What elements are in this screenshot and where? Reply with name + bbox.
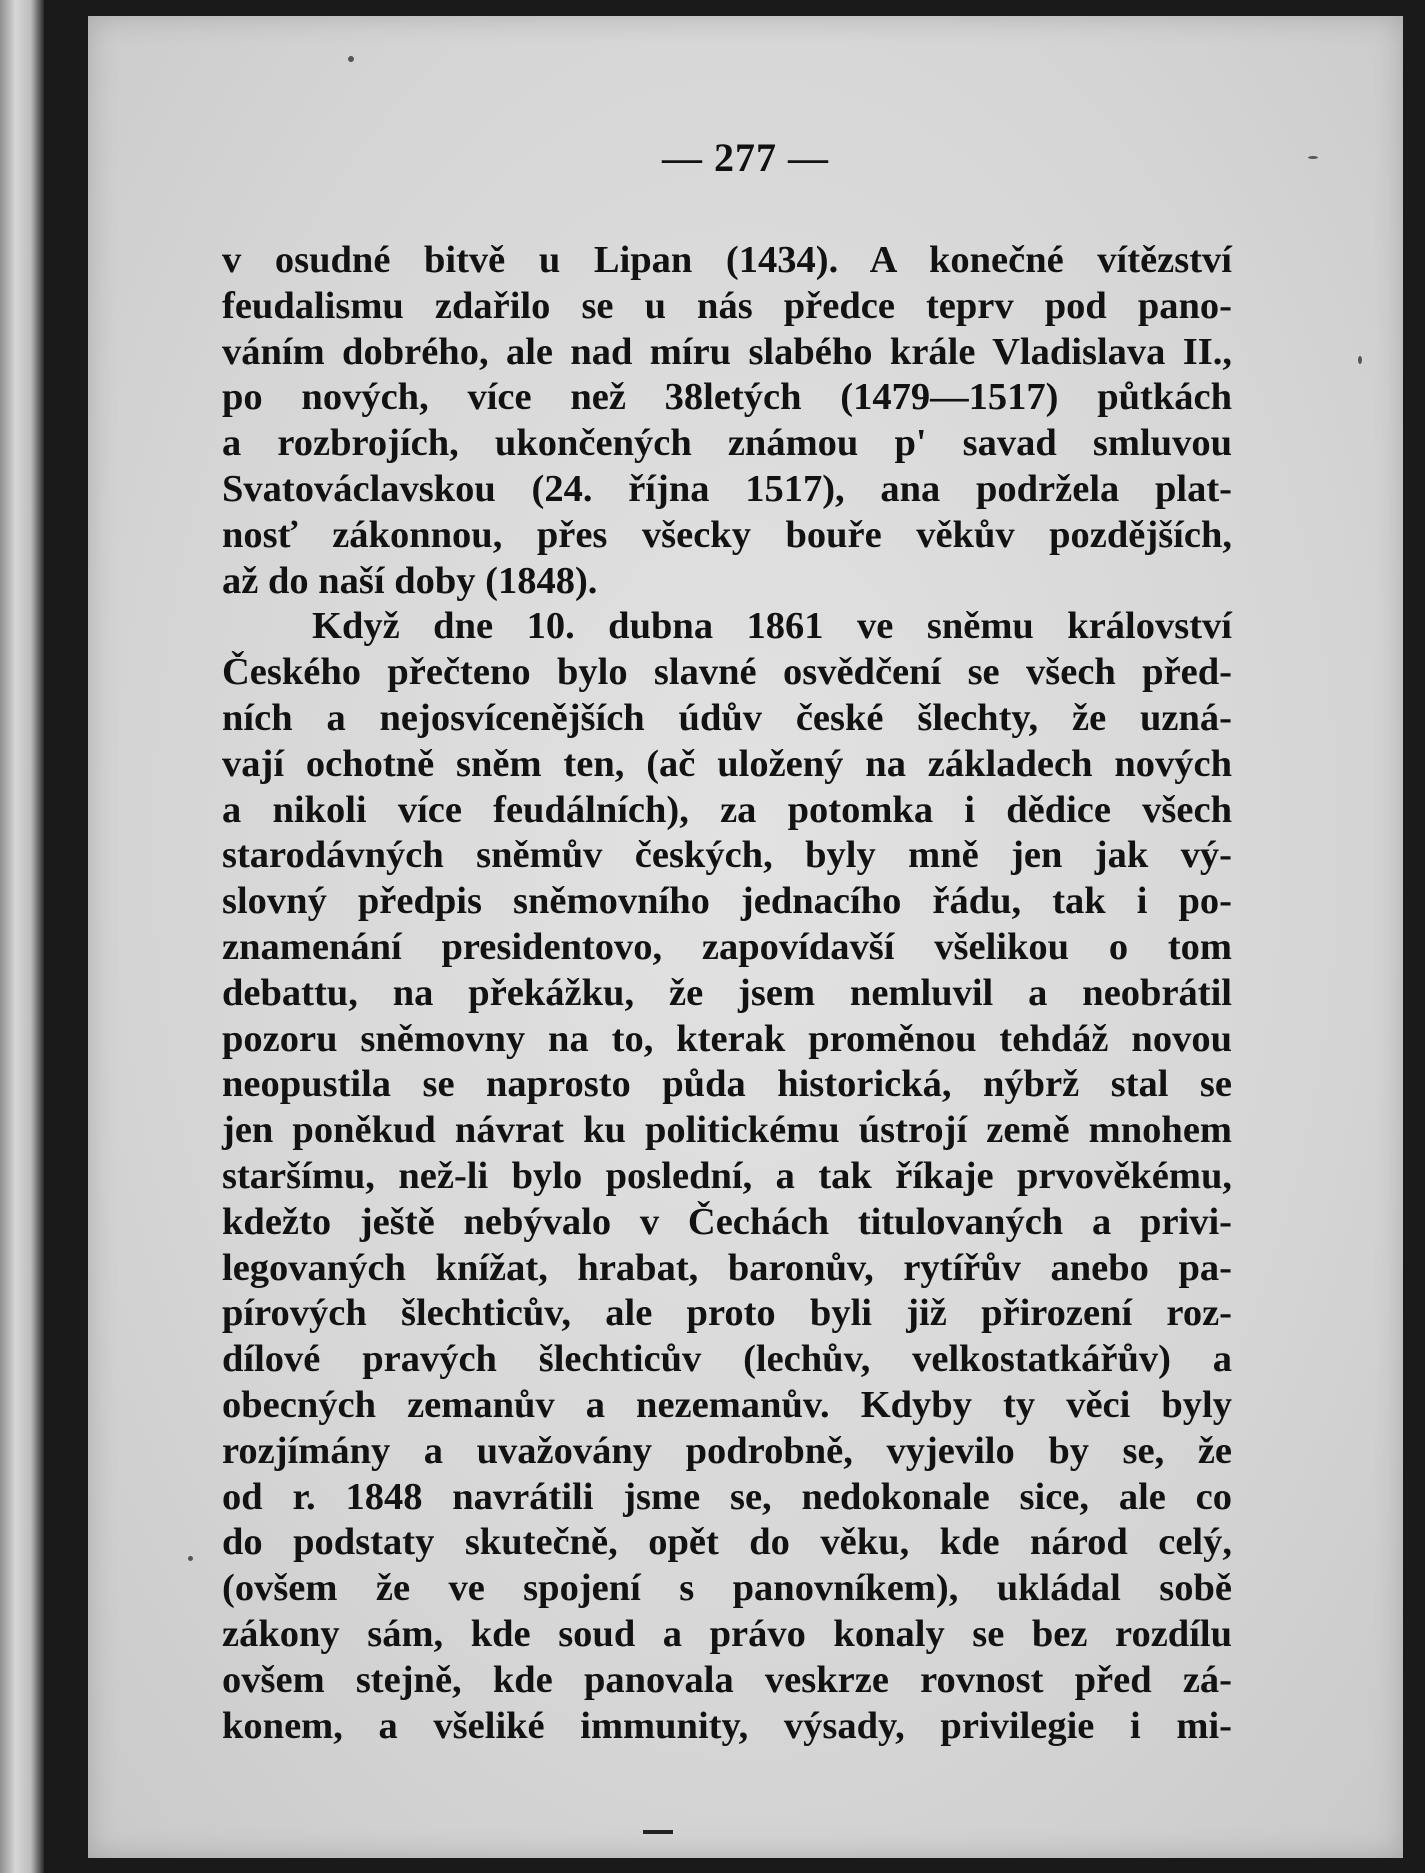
text-line: až do naší doby (1848).: [222, 559, 598, 602]
text-line: po nových, více než 38letých (1479—1517) půtkách: [222, 376, 1232, 419]
bottom-mark: [643, 1830, 673, 1834]
text-line: zákony sám, kde soud a právo konaly se bez rozdílu: [222, 1612, 1232, 1655]
text-line: feudalismu zdařilo se u nás předce teprv pod pano-: [222, 284, 1232, 327]
text-line: kdežto ještě nebývalo v Čechách titulovaných a privi-: [222, 1200, 1232, 1243]
text-line: legovaných knížat, hrabat, baronův, rytířův anebo pa-: [222, 1246, 1232, 1289]
text-line: obecných zemanův a nezemanův. Kdyby ty věci byly: [222, 1383, 1232, 1426]
text-line: v osudné bitvě u Lipan (1434). A konečné vítězství: [222, 239, 1232, 281]
text-line: starodávných sněmův českých, byly mně jen jak vý-: [222, 834, 1232, 877]
text-line: neopustila se naprosto půda historická, nýbrž stal se: [222, 1063, 1232, 1106]
text-line: znamenání presidentovo, zapovídavší všelikou o tom: [222, 925, 1232, 968]
paragraph-start-line: Když dne 10. dubna 1861 ve sněmu království: [312, 605, 1232, 648]
ink-speck: [348, 56, 354, 62]
ink-speck: [1358, 356, 1362, 364]
text-line: ovšem stejně, kde panovala veskrze rovnost před zá-: [222, 1658, 1232, 1701]
adjacent-page-edge: [0, 0, 44, 1873]
page-number: — 277 —: [662, 135, 829, 180]
text-line: a nikoli více feudálních), za potomka i dědice všech: [222, 788, 1232, 831]
text-line: dílové pravých šlechticův (lechův, velkostatkářův) a: [222, 1338, 1232, 1381]
text-line: Svatováclavskou (24. října 1517), ana podržela plat-: [222, 467, 1232, 510]
text-line: a rozbrojích, ukončených známou p' savad smluvou: [222, 422, 1232, 465]
text-line: pírových šlechticův, ale proto byli již přirození roz-: [222, 1292, 1232, 1335]
text-line: rozjímány a uvažovány podrobně, vyjevilo by se, že: [222, 1429, 1232, 1472]
ink-speck: [1308, 156, 1318, 159]
text-line: konem, a všeliké immunity, výsady, privilegie i mi-: [222, 1704, 1232, 1747]
body-text: [222, 238, 1232, 1749]
text-line: od r. 1848 navrátili jsme se, nedokonale sice, ale co: [222, 1475, 1232, 1518]
text-line: váním dobrého, ale nad míru slabého krále Vladislava II.,: [222, 330, 1232, 373]
text-line: do podstaty skutečně, opět do věku, kde národ celý,: [222, 1521, 1232, 1564]
text-line: (ovšem že ve spojení s panovníkem), ukládal sobě: [222, 1567, 1232, 1610]
text-line: nosť zákonnou, přes všecky bouře věkův pozdějších,: [222, 513, 1232, 556]
book-page: [88, 16, 1403, 1858]
text-line: ních a nejosvícenějších údův české šlechty, že uzná-: [222, 696, 1232, 739]
text-line: vají ochotně sněm ten, (ač uložený na základech nových: [222, 742, 1232, 785]
text-line: pozoru sněmovny na to, kterak proměnou tehdáž novou: [222, 1017, 1232, 1060]
text-line: Českého přečteno bylo slavné osvědčení se všech před-: [222, 651, 1232, 694]
text-line: slovný předpis sněmovního jednacího řádu, tak i po-: [222, 880, 1232, 923]
text-line: debattu, na překážku, že jsem nemluvil a neobrátil: [222, 971, 1232, 1014]
text-line: jen poněkud návrat ku politickému ústrojí země mnohem: [222, 1109, 1232, 1152]
ink-speck: [188, 1556, 193, 1561]
text-line: staršímu, než-li bylo poslední, a tak říkaje prvověkému,: [222, 1154, 1232, 1197]
